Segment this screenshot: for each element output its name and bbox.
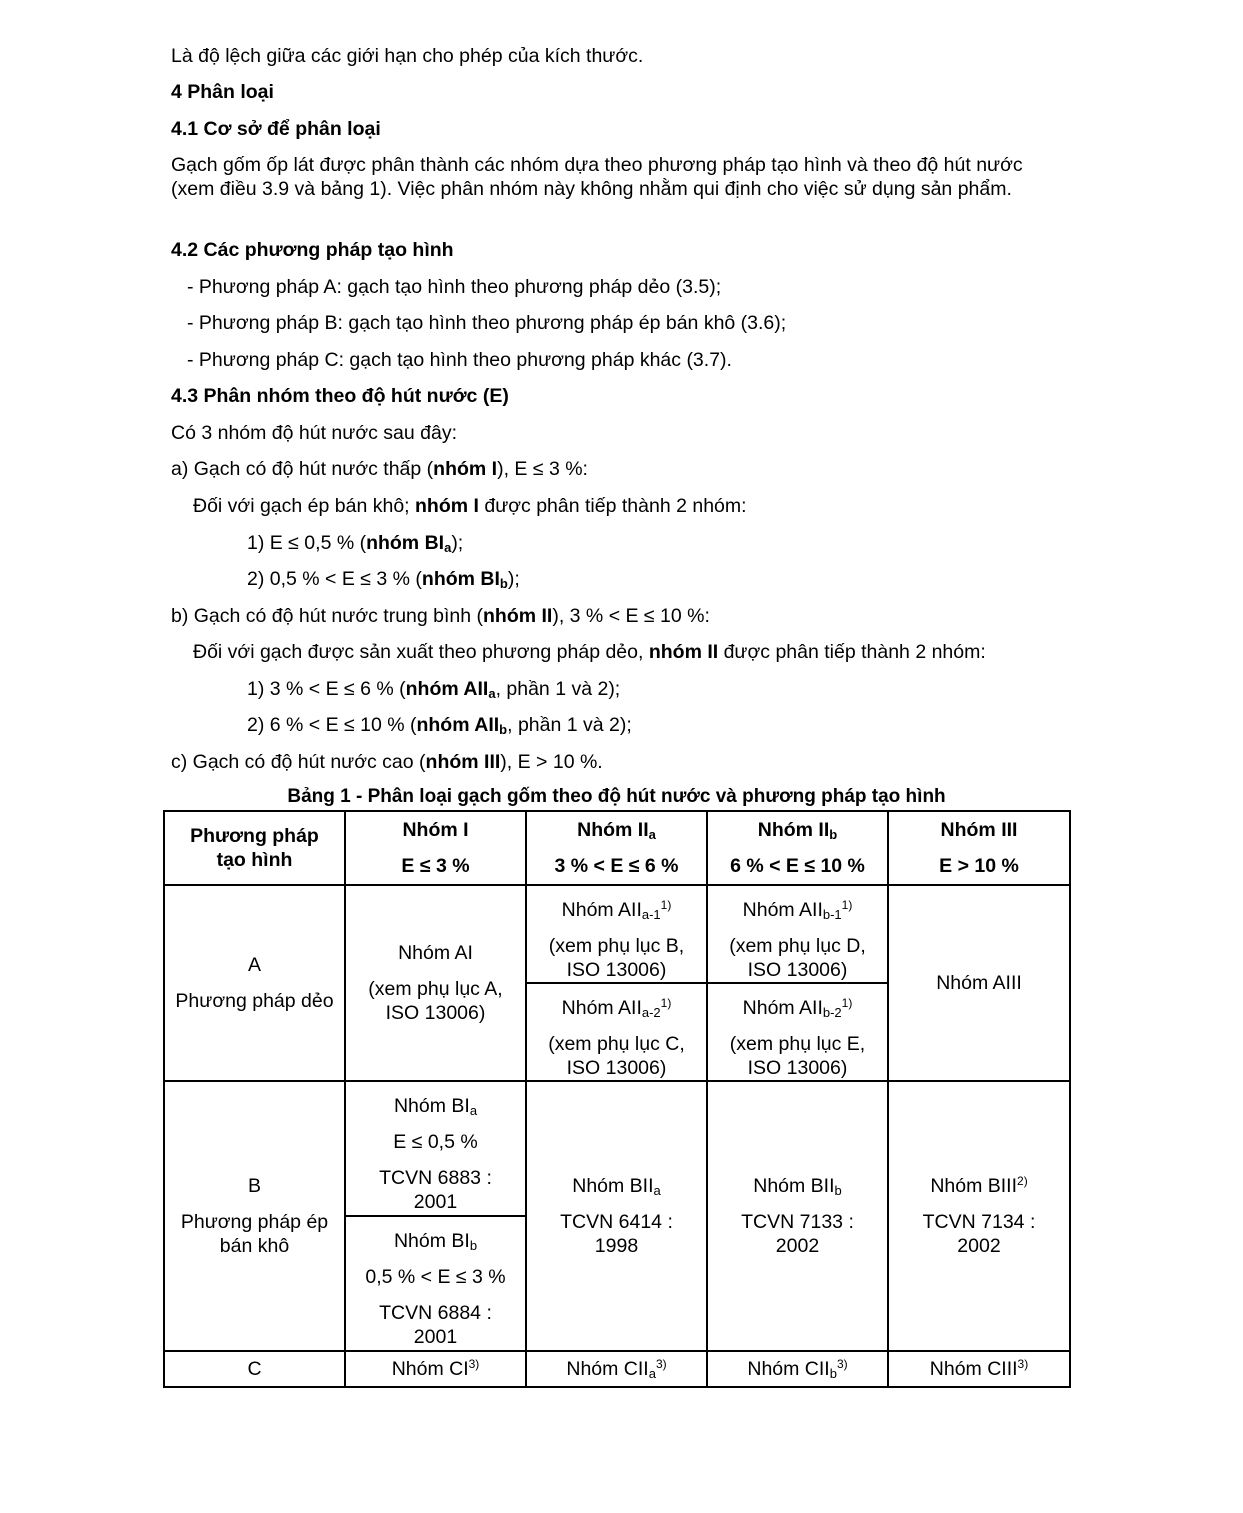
row-a-group-2b-1: Nhóm $AII_{b-1}^{1)}$ (xem phụ lục D, ISO 13006) <box>707 885 888 983</box>
table-header-row <box>164 811 1070 885</box>
header-group-2a: Nhóm $II_a$ 3 % < E ≤ 6 % <box>526 811 707 885</box>
row-a-group-2a-2: Nhóm $AII_{a-2}^{1)}$ (xem phụ lục C, ISO 13006) <box>526 983 707 1081</box>
row-b-group-1a: Nhóm $BI_a$ E ≤ 0,5 % TCVN 6883 : 2001 <box>345 1081 526 1216</box>
row-b-group-2b: Nhóm $BII_b$ TCVN 7133 : 2002 <box>707 1081 888 1351</box>
item-a-1: 1) E ≤ 0,5 % (nhóm $BI_a$); <box>247 532 464 555</box>
intro-4-3: Có 3 nhóm độ hút nước sau đây: <box>171 422 458 444</box>
table-row-a-top <box>164 885 1070 983</box>
method-b: - Phương pháp B: gạch tạo hình theo phương pháp ép bán khô (3.6); <box>187 312 787 334</box>
row-b-method: B Phương pháp ép bán khô <box>164 1081 345 1351</box>
row-c-group-3: Nhóm CIII$^{3)}$ <box>888 1351 1070 1387</box>
row-c-group-2a: Nhóm $CII_a^{3)}$ <box>526 1351 707 1387</box>
item-a: a) Gạch có độ hút nước thấp (nhóm I), E ≤ 3 %: <box>171 458 588 480</box>
item-c: c) Gạch có độ hút nước cao (nhóm III), E > 10 %. <box>171 751 603 773</box>
table-row-b-top <box>164 1081 1070 1216</box>
item-a-2: 2) 0,5 % < E ≤ 3 % (nhóm $BI_b$); <box>247 568 520 591</box>
heading-4: 4 Phân loại <box>171 81 274 103</box>
item-b-2: 2) 6 % < E ≤ 10 % (nhóm $AII_b$, phần 1 và 2); <box>247 714 632 737</box>
heading-4-2: 4.2 Các phương pháp tạo hình <box>171 239 454 261</box>
row-a-group-3: Nhóm AIII <box>888 885 1070 1081</box>
classification-table <box>163 810 1071 1388</box>
row-a-group-1: Nhóm AI (xem phụ lục A, ISO 13006) <box>345 885 526 1081</box>
header-group-3: Nhóm III E > 10 % <box>888 811 1070 885</box>
item-a-note: Đối với gạch ép bán khô; nhóm I được phân tiếp thành 2 nhóm: <box>193 495 747 517</box>
heading-4-1: 4.1 Cơ sở để phân loại <box>171 118 381 140</box>
table-caption: Bảng 1 - Phân loại gạch gốm theo độ hút nước và phương pháp tạo hình <box>287 786 946 807</box>
heading-4-3: 4.3 Phân nhóm theo độ hút nước (E) <box>171 385 509 407</box>
intro-line: Là độ lệch giữa các giới hạn cho phép của kích thước. <box>171 45 644 67</box>
method-c: - Phương pháp C: gạch tạo hình theo phương pháp khác (3.7). <box>187 349 732 371</box>
row-a-group-2a-1: Nhóm $AII_{a-1}^{1)}$ (xem phụ lục B, ISO 13006) <box>526 885 707 983</box>
header-group-1: Nhóm I E ≤ 3 % <box>345 811 526 885</box>
row-c-method: C <box>164 1351 345 1387</box>
method-a: - Phương pháp A: gạch tạo hình theo phương pháp dẻo (3.5); <box>187 276 722 298</box>
item-b: b) Gạch có độ hút nước trung bình (nhóm II), 3 % < E ≤ 10 %: <box>171 605 710 627</box>
paragraph-4-1: Gạch gốm ốp lát được phân thành các nhóm dựa theo phương pháp tạo hình và theo độ hút nước (xem điều 3.9 và bảng 1). Việc phân nhóm này không nhằm qui định cho việc sử dụng sản phẩm. <box>171 154 1023 200</box>
row-a-method: A Phương pháp dẻo <box>164 885 345 1081</box>
row-b-group-2a: Nhóm $BII_a$ TCVN 6414 : 1998 <box>526 1081 707 1351</box>
header-method: Phương pháp tạo hình <box>164 811 345 885</box>
row-b-group-3: Nhóm BIII$^{2)}$ TCVN 7134 : 2002 <box>888 1081 1070 1351</box>
row-a-group-2b-2: Nhóm $AII_{b-2}^{1)}$ (xem phụ lục E, ISO 13006) <box>707 983 888 1081</box>
header-group-2b: Nhóm $II_b$ 6 % < E ≤ 10 % <box>707 811 888 885</box>
row-c-group-2b: Nhóm $CII_b^{3)}$ <box>707 1351 888 1387</box>
item-b-1: 1) 3 % < E ≤ 6 % (nhóm $AII_a$, phần 1 và 2); <box>247 678 621 701</box>
row-c-group-1: Nhóm CI$^{3)}$ <box>345 1351 526 1387</box>
row-b-group-1b: Nhóm $BI_b$ 0,5 % < E ≤ 3 % TCVN 6884 : 2001 <box>345 1216 526 1351</box>
table-row-c <box>164 1351 1070 1387</box>
item-b-note: Đối với gạch được sản xuất theo phương pháp dẻo, nhóm II được phân tiếp thành 2 nhóm: <box>193 641 986 663</box>
